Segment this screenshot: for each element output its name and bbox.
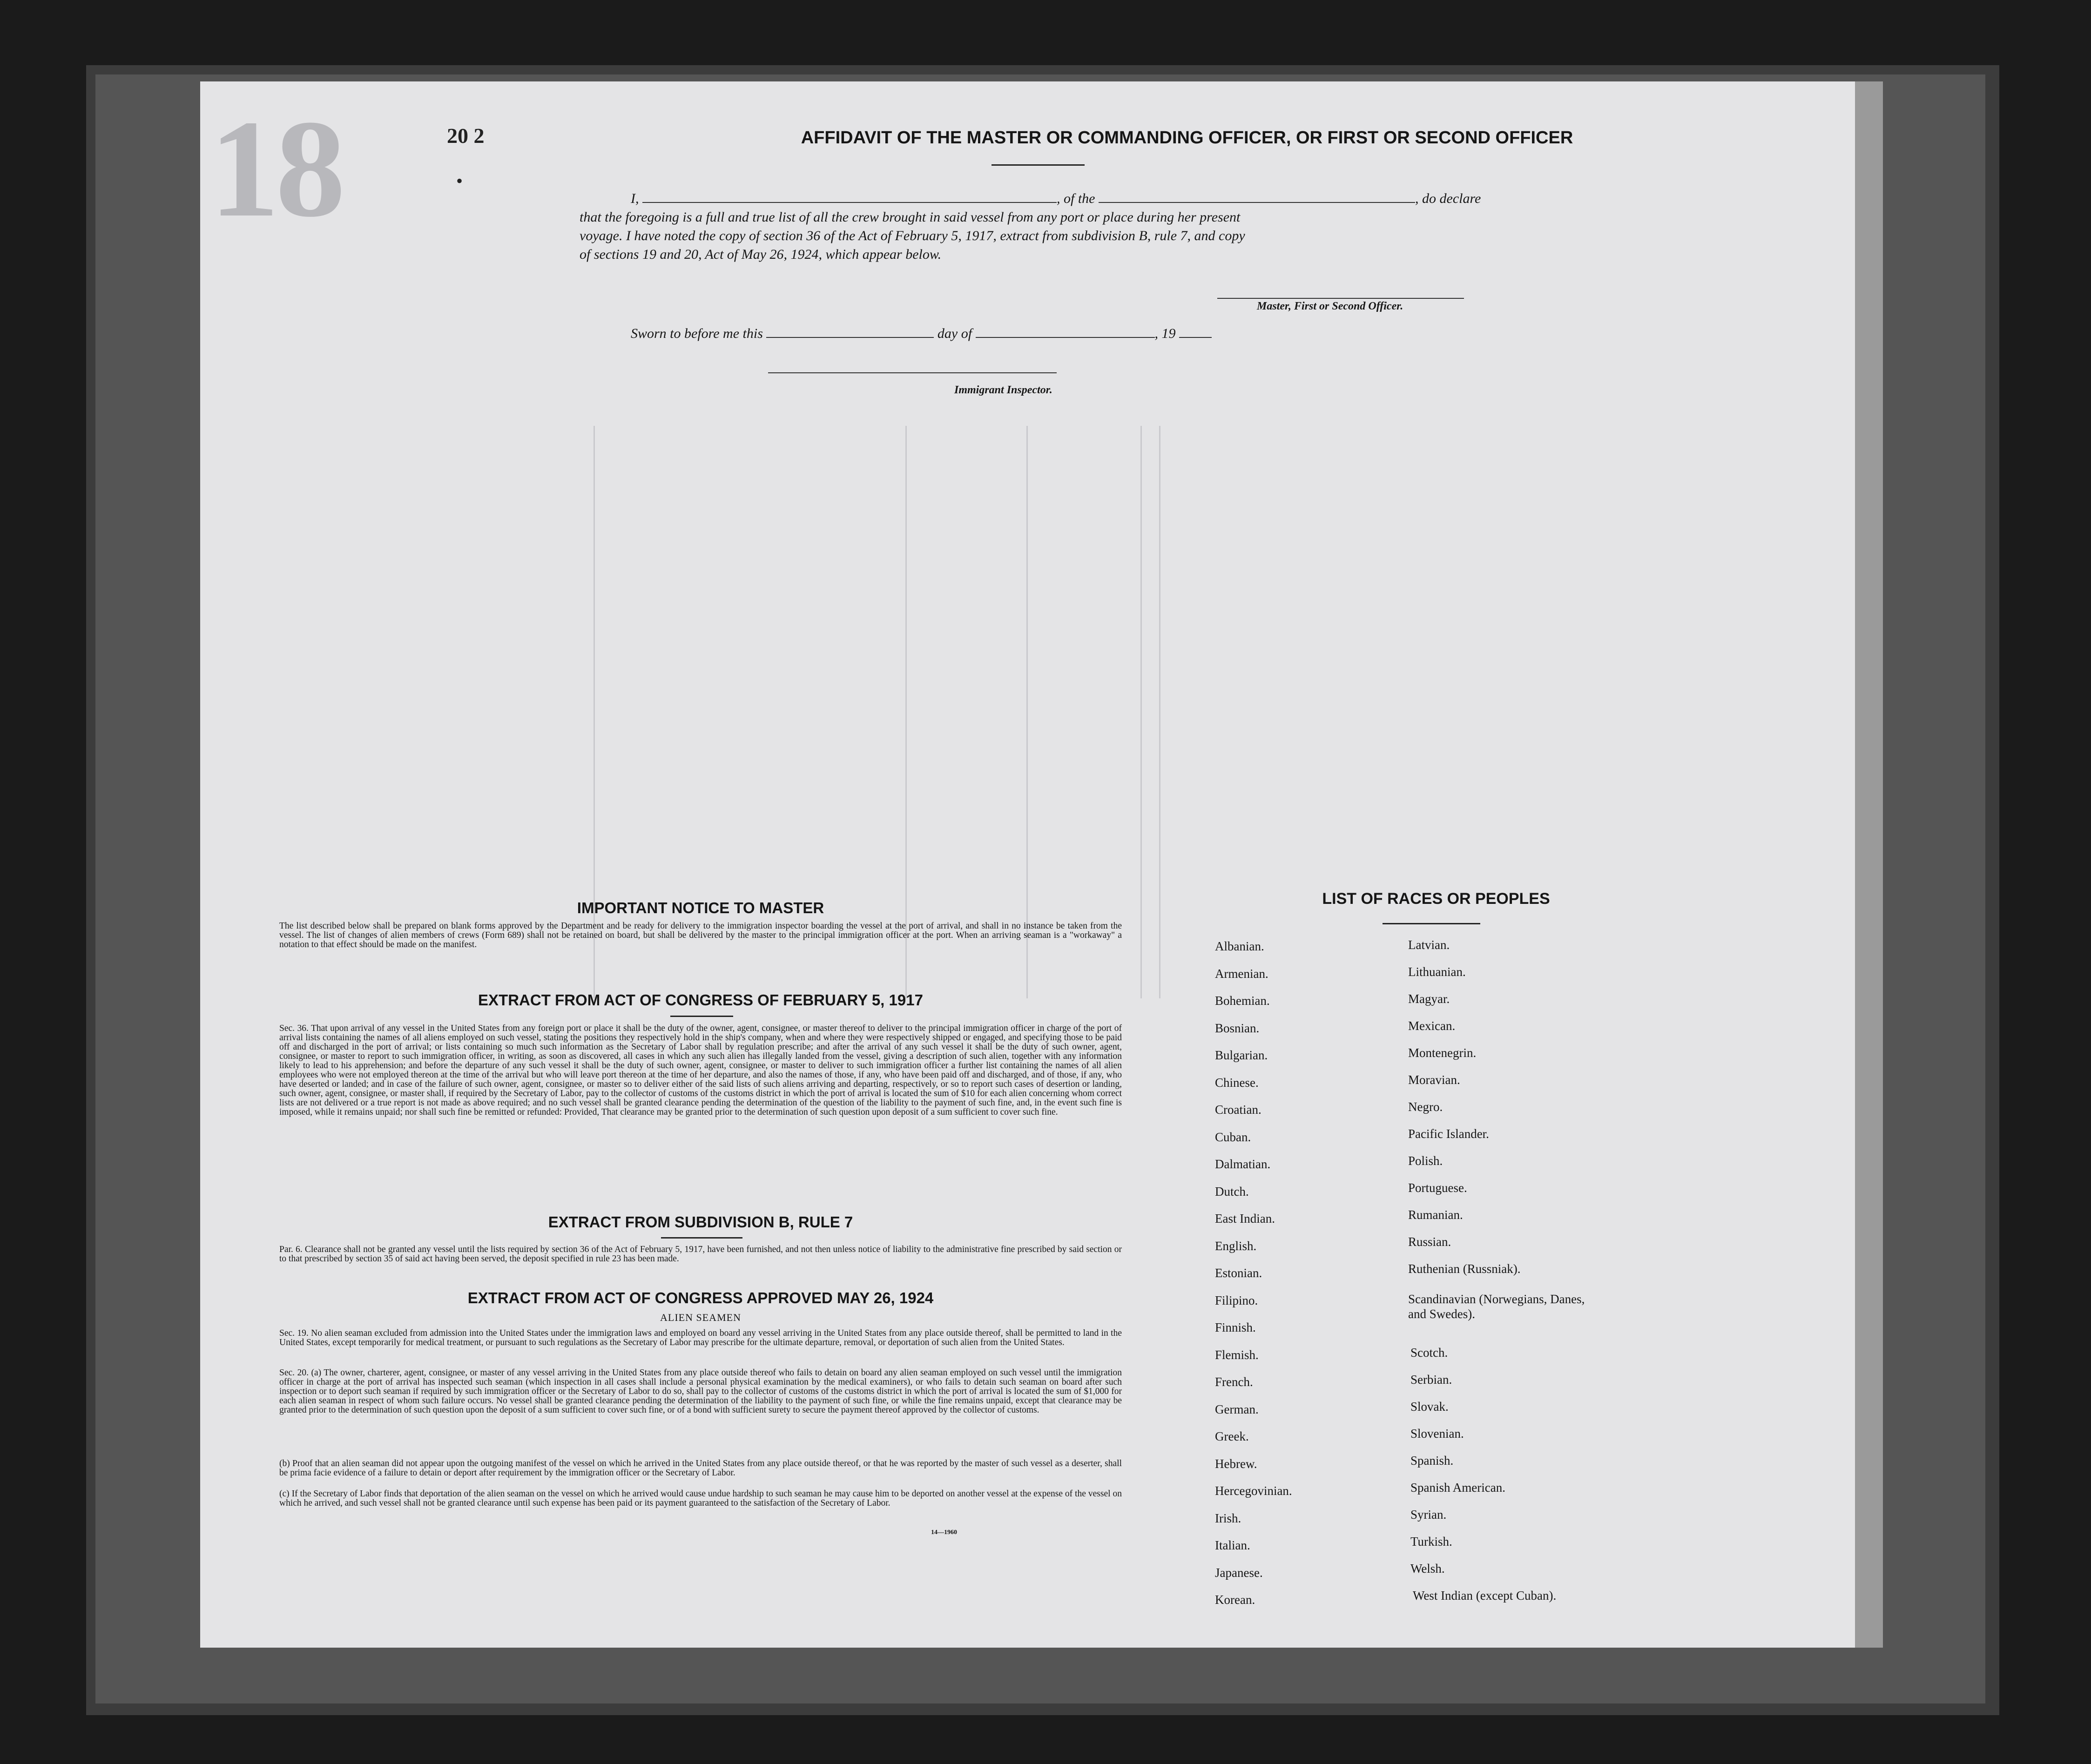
race-item: Slovak. bbox=[1410, 1400, 1449, 1414]
section-20a-text: Sec. 20. (a) The owner, charterer, agent, consignee, or master of any vessel arriving in the United States from any place outside thereof who fails to detain on board any alien seaman employed on such vessel until the immigration officer in charge at the port of arrival has inspected such seaman (which inspection in all cases shall include a personal physical examination by the medical examiners), or who fails to detain such seaman on board after such inspection or to deport such seaman if required by such immigration officer or the Secretary of Labor to do so, shall pay to the collector of customs of the customs district in which the port of arrival is located the sum of $1,000 for each alien seaman in respect of whom such failure occurs. No vessel shall be granted clearance pending the determination of the liability to the payment of such fine, or while the fine remains unpaid, except that clearance may be granted prior to the determination of such question upon the deposit of a sum sufficient to cover such fine, or of a bond with sufficient surety to secure the payment thereof approved by the collector of customs. bbox=[279, 1368, 1122, 1415]
race-item: Serbian. bbox=[1410, 1373, 1452, 1387]
race-item: Croatian. bbox=[1215, 1103, 1261, 1117]
race-item: English. bbox=[1215, 1239, 1257, 1253]
race-item: Bulgarian. bbox=[1215, 1048, 1268, 1062]
race-item: Dalmatian. bbox=[1215, 1157, 1271, 1171]
race-item: Japanese. bbox=[1215, 1566, 1263, 1580]
extract-rule7-rule bbox=[661, 1237, 742, 1239]
race-item: Korean. bbox=[1215, 1593, 1255, 1607]
affidavit-title-rule bbox=[992, 164, 1085, 166]
race-item: Pacific Islander. bbox=[1408, 1127, 1489, 1141]
race-item: Lithuanian. bbox=[1408, 965, 1466, 979]
race-item: Chinese. bbox=[1215, 1076, 1259, 1090]
race-item: Montenegrin. bbox=[1408, 1046, 1477, 1060]
race-item: French. bbox=[1215, 1375, 1253, 1389]
race-item: Russian. bbox=[1408, 1235, 1451, 1249]
race-item: Ruthenian (Russniak). bbox=[1408, 1262, 1521, 1276]
vessel-name-field[interactable] bbox=[1099, 202, 1415, 203]
extract-rule7-text: Par. 6. Clearance shall not be granted any vessel until the lists required by section 36 of the Act of February 5, 1917, have been furnished, and not then unless notice of liability to the administrative fine prescribed by said section or to that prescribed by section 35 of said act having been served, the deposit specified in rule 23 has been made. bbox=[279, 1245, 1122, 1264]
race-item: Portuguese. bbox=[1408, 1181, 1467, 1195]
race-item: Polish. bbox=[1408, 1154, 1443, 1168]
sworn-month-field[interactable] bbox=[976, 337, 1155, 338]
bleed-through-rule bbox=[1140, 426, 1142, 998]
race-item: Spanish American. bbox=[1410, 1481, 1505, 1495]
race-item: Mexican. bbox=[1408, 1019, 1456, 1033]
race-item: Hebrew. bbox=[1215, 1457, 1257, 1471]
ink-mark: • bbox=[456, 170, 463, 191]
master-signature-line[interactable] bbox=[1217, 298, 1464, 299]
race-item: Finnish. bbox=[1215, 1320, 1256, 1334]
race-item: Bosnian. bbox=[1215, 1021, 1260, 1035]
race-item: Filipino. bbox=[1215, 1293, 1258, 1307]
affidavit-line-1-b: , of the bbox=[1057, 191, 1095, 206]
sworn-day-field[interactable] bbox=[766, 337, 934, 338]
master-signature-label: Master, First or Second Officer. bbox=[1257, 300, 1403, 312]
race-item: West Indian (except Cuban). bbox=[1413, 1589, 1557, 1602]
race-item: Negro. bbox=[1408, 1100, 1443, 1114]
section-20b-text: (b) Proof that an alien seaman did not appear upon the outgoing manifest of the vessel on which he arrived in the United States from any place outside thereof, or that he was reported by the master of such vessel as a deserter, shall be prima facie evidence of a failure to detain or deport after requirement by the immigration officer or the Secretary of Labor. bbox=[279, 1459, 1122, 1478]
extract-1917-text: Sec. 36. That upon arrival of any vessel in the United States from any foreign port or place it shall be the duty of the owner, agent, consignee, or master thereof to deliver to the principal immigration officer in charge of the port of arrival lists containing the names of all aliens employed on such vessel, stating the positions they respectively hold in the ship's company, when and where they were respectively shipped or engaged, and specifying those to be paid off and discharged in the port of arrival; or lists containing so much such information as the Secretary of Labor shall by regulation prescribe; and after the arrival of any such vessel it shall be the duty of such owner, agent, consignee, or master to report to such immigration officer, in writing, as soon as discovered, all cases in which any such alien has illegally landed from the vessel, giving a description of such alien, together with any information likely to lead to his apprehension; and before the departure of any such vessel it shall be the duty of such owner, agent, consignee, or master to deliver to such immigration officer a further list containing the names of all alien employees who were not employed thereon at the time of the arrival but who will leave port thereon at the time of her departure, and also the names of those, if any, who have been paid off and discharged, and of those, if any, who have deserted or landed; and in case of the failure of such owner, agent, consignee, or master so to deliver either of the said lists of such aliens arriving and departing, respectively, or so to report such cases of desertion or landing, such owner, agent, consignee, or master shall, if required by the Secretary of Labor, pay to the collector of customs of the customs district in which the port of arrival is located the sum of $10 for each alien concerning whom correct lists are not delivered or a true report is not made as above required; and no such vessel shall be granted clearance pending the determination of the question of the liability to the payment of such fine, and, in the event such fine is imposed, while it remains unpaid; nor shall such fine be remitted or refunded: Provided, That clearance may be granted prior to the determination of such question upon deposit of a sum sufficient to cover such fine. bbox=[279, 1023, 1122, 1117]
race-item: Italian. bbox=[1215, 1538, 1250, 1552]
affidavit-title: AFFIDAVIT OF THE MASTER OR COMMANDING OFFICER, OR FIRST OR SECOND OFFICER bbox=[801, 128, 1573, 148]
race-item: Flemish. bbox=[1215, 1348, 1259, 1362]
race-item: Moravian. bbox=[1408, 1073, 1460, 1087]
affidavit-line-2: that the foregoing is a full and true list of all the crew brought in said vessel from any port or place during her present bbox=[580, 209, 1241, 225]
notice-heading: IMPORTANT NOTICE TO MASTER bbox=[577, 899, 824, 916]
race-item: Hercegovinian. bbox=[1215, 1484, 1292, 1498]
affidavit-line-3: voyage. I have noted the copy of section 36 of the Act of February 5, 1917, extract from subdivision B, rule 7, and copy bbox=[580, 228, 1245, 243]
underlying-page-edge bbox=[1855, 81, 1883, 1648]
race-item: Estonian. bbox=[1215, 1266, 1262, 1280]
race-item: Armenian. bbox=[1215, 967, 1268, 981]
affidavit-line-1 bbox=[631, 191, 1481, 207]
race-item: Greek. bbox=[1215, 1429, 1249, 1443]
inspector-signature-label: Immigrant Inspector. bbox=[954, 384, 1052, 396]
race-item: German. bbox=[1215, 1402, 1259, 1416]
race-item: Rumanian. bbox=[1408, 1208, 1463, 1222]
inspector-signature-line[interactable] bbox=[768, 372, 1057, 373]
race-item: Scandinavian (Norwegians, Danes, and Swedes). bbox=[1408, 1292, 1585, 1321]
sworn-year-field[interactable] bbox=[1179, 337, 1212, 338]
sworn-text-a: Sworn to before me this bbox=[631, 326, 763, 341]
race-item: Magyar. bbox=[1408, 992, 1450, 1006]
race-item: Albanian. bbox=[1215, 939, 1264, 953]
manifest-page bbox=[200, 81, 1855, 1648]
alien-seamen-subheading: ALIEN SEAMEN bbox=[660, 1312, 741, 1323]
extract-1917-heading: EXTRACT FROM ACT OF CONGRESS OF FEBRUARY 5, 1917 bbox=[478, 991, 923, 1009]
extract-rule7-heading: EXTRACT FROM SUBDIVISION B, RULE 7 bbox=[548, 1213, 853, 1231]
race-item: Slovenian. bbox=[1410, 1427, 1464, 1441]
race-item: Irish. bbox=[1215, 1511, 1241, 1525]
sworn-text-b: day of bbox=[937, 326, 972, 341]
race-item: Cuban. bbox=[1215, 1130, 1251, 1144]
notice-text: The list described below shall be prepared on blank forms approved by the Department and be ready for delivery to the immigration inspector boarding the vessel at the port of arrival, and shall in no instance be taken from the vessel. The list of changes of alien members of crews (Form 689) shall not be retained on board, but shall be delivered by the master to the principal immigration officer at the port. When an arriving seaman is a "workaway" a notation to that effect should be made on the manifest. bbox=[279, 921, 1122, 949]
race-item: Latvian. bbox=[1408, 938, 1450, 952]
affidavit-line-1-c: , do declare bbox=[1415, 191, 1481, 206]
sworn-text-c: , 19 bbox=[1154, 326, 1176, 341]
race-item: Turkish. bbox=[1410, 1535, 1452, 1549]
race-item: East Indian. bbox=[1215, 1212, 1275, 1225]
race-item: Bohemian. bbox=[1215, 994, 1270, 1008]
form-number: 14—1960 bbox=[931, 1529, 957, 1536]
race-item: Spanish. bbox=[1410, 1454, 1454, 1468]
extract-1924-heading: EXTRACT FROM ACT OF CONGRESS APPROVED MAY 26, 1924 bbox=[467, 1289, 934, 1306]
race-item: Scotch. bbox=[1410, 1346, 1448, 1360]
officer-name-field[interactable] bbox=[642, 202, 1057, 203]
corner-mark: 20 2 bbox=[447, 124, 485, 148]
races-title-rule bbox=[1383, 923, 1480, 924]
race-item: Dutch. bbox=[1215, 1185, 1249, 1198]
section-20c-text: (c) If the Secretary of Labor finds that deportation of the alien seaman on the vessel on which he arrived would cause undue hardship to such seaman he may cause him to be deported on another vessel at the expense of the vessel on which he arrived, and such vessel shall not be granted clearance until such expense has been paid or its payment guaranteed to the satisfaction of the Secretary of Labor. bbox=[279, 1489, 1122, 1508]
extract-1917-rule bbox=[670, 1016, 733, 1017]
page-stamp-number: 18 bbox=[209, 91, 342, 246]
race-item: Syrian. bbox=[1410, 1508, 1447, 1522]
sworn-line bbox=[631, 326, 1212, 342]
race-item: Welsh. bbox=[1410, 1562, 1445, 1575]
section-19-text: Sec. 19. No alien seaman excluded from admission into the United States under the immigration laws and employed on board any vessel arriving in the United States from any place outside thereof, shall be permitted to land in the United States, except temporarily for medical treatment, or pursuant to such regulations as the Secretary of Labor may prescribe for the ultimate departure, removal, or deportation of such alien from the United States. bbox=[279, 1328, 1122, 1347]
affidavit-line-4: of sections 19 and 20, Act of May 26, 1924, which appear below. bbox=[580, 247, 942, 262]
affidavit-line-1-a: I, bbox=[631, 191, 639, 206]
races-list-title: LIST OF RACES OR PEOPLES bbox=[1322, 890, 1550, 908]
bleed-through-rule bbox=[1159, 426, 1160, 998]
